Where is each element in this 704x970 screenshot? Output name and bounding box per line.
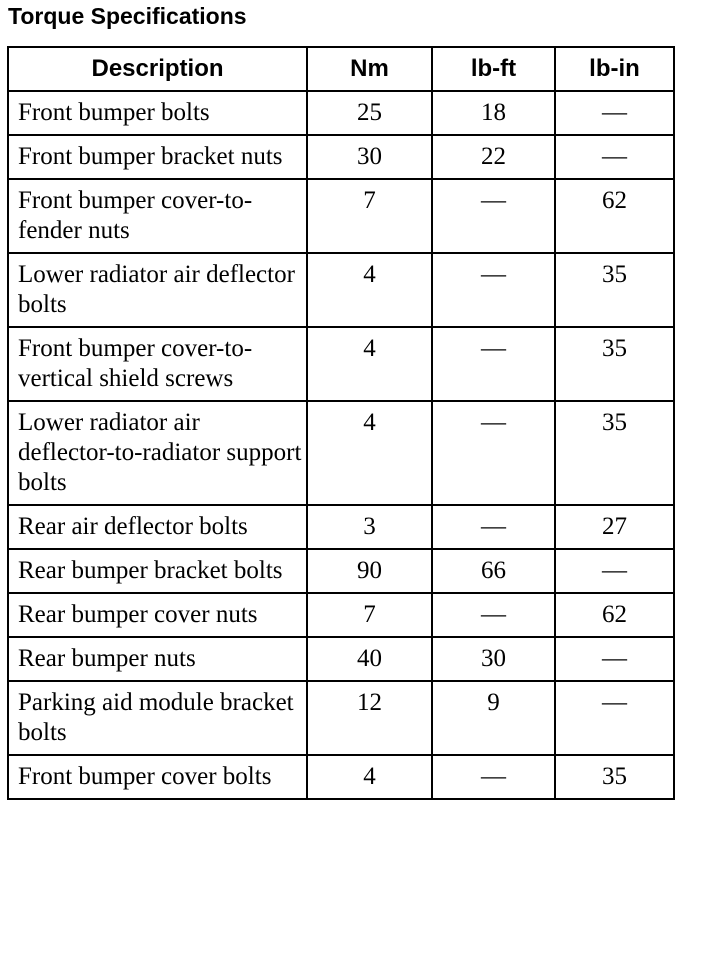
lb-ft-cell: 66: [432, 549, 555, 593]
lb-ft-cell: —: [432, 593, 555, 637]
lb-ft-cell: —: [432, 505, 555, 549]
column-header-description: Description: [8, 47, 307, 91]
nm-cell: 7: [307, 179, 432, 253]
nm-cell: 12: [307, 681, 432, 755]
lb-ft-cell: —: [432, 253, 555, 327]
description-cell: Rear bumper nuts: [8, 637, 307, 681]
table-row: [8, 637, 674, 681]
lb-ft-cell: —: [432, 401, 555, 505]
lb-ft-cell: 18: [432, 91, 555, 135]
lb-in-cell: 35: [555, 327, 674, 401]
lb-ft-cell: 30: [432, 637, 555, 681]
table-row: [8, 505, 674, 549]
description-cell: Lower radiator air deflector-to-radiator support bolts: [8, 401, 307, 505]
lb-in-cell: 35: [555, 253, 674, 327]
torque-spec-table: [7, 46, 675, 800]
lb-in-cell: 62: [555, 179, 674, 253]
nm-cell: 90: [307, 549, 432, 593]
lb-in-cell: —: [555, 91, 674, 135]
nm-cell: 30: [307, 135, 432, 179]
lb-ft-cell: —: [432, 327, 555, 401]
column-header-nm: Nm: [307, 47, 432, 91]
description-cell: Rear bumper bracket bolts: [8, 549, 307, 593]
lb-in-cell: —: [555, 637, 674, 681]
lb-ft-cell: —: [432, 179, 555, 253]
column-header-lb-in: lb-in: [555, 47, 674, 91]
lb-in-cell: 35: [555, 401, 674, 505]
lb-in-cell: —: [555, 681, 674, 755]
description-cell: Rear air deflector bolts: [8, 505, 307, 549]
description-cell: Parking aid module bracket bolts: [8, 681, 307, 755]
nm-cell: 4: [307, 327, 432, 401]
nm-cell: 4: [307, 253, 432, 327]
lb-ft-cell: —: [432, 755, 555, 799]
table-row: [8, 327, 674, 401]
table-row: [8, 755, 674, 799]
table-row: [8, 253, 674, 327]
page-title: Torque Specifications: [8, 3, 247, 29]
lb-ft-cell: 9: [432, 681, 555, 755]
table-row: [8, 681, 674, 755]
nm-cell: 7: [307, 593, 432, 637]
table-row: [8, 179, 674, 253]
description-cell: Front bumper bracket nuts: [8, 135, 307, 179]
lb-in-cell: 62: [555, 593, 674, 637]
description-cell: Front bumper cover-to-fender nuts: [8, 179, 307, 253]
description-cell: Front bumper cover-to-vertical shield screws: [8, 327, 307, 401]
table-row: [8, 593, 674, 637]
nm-cell: 3: [307, 505, 432, 549]
description-cell: Front bumper cover bolts: [8, 755, 307, 799]
table-header-row: [8, 47, 674, 91]
table-row: [8, 91, 674, 135]
column-header-lb-ft: lb-ft: [432, 47, 555, 91]
nm-cell: 4: [307, 401, 432, 505]
lb-in-cell: —: [555, 135, 674, 179]
table-row: [8, 135, 674, 179]
lb-ft-cell: 22: [432, 135, 555, 179]
nm-cell: 25: [307, 91, 432, 135]
table-row: [8, 401, 674, 505]
description-cell: Rear bumper cover nuts: [8, 593, 307, 637]
lb-in-cell: 27: [555, 505, 674, 549]
table-row: [8, 549, 674, 593]
description-cell: Lower radiator air deflector bolts: [8, 253, 307, 327]
nm-cell: 4: [307, 755, 432, 799]
lb-in-cell: —: [555, 549, 674, 593]
lb-in-cell: 35: [555, 755, 674, 799]
nm-cell: 40: [307, 637, 432, 681]
description-cell: Front bumper bolts: [8, 91, 307, 135]
